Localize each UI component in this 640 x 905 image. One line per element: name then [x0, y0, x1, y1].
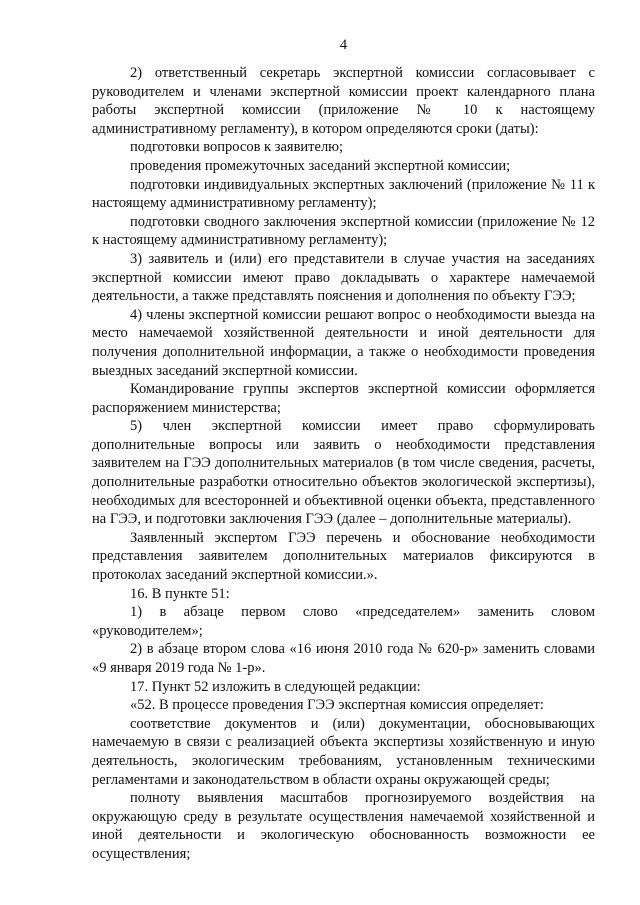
paragraph-item-5: 5) член экспертной комиссии имеет право сформулировать дополнительные вопросы или заявить о необходимости представления заявителем на ГЭЭ дополнительных материалов (в том числе сведения, расчеты, дополнительные разработки относительно объектов экологической экспертизы), необходимых для всесторонней и объективной оценки объекта, представленного на ГЭЭ, и подготовки заключения ГЭЭ (далее – дополнительные материалы). — [92, 418, 595, 528]
paragraph-expert-list: Заявленный экспертом ГЭЭ перечень и обоснование необходимости представления заявителем дополнительных материалов фиксируются в протоколах заседаний экспертной комиссии.». — [92, 529, 595, 584]
document-body — [92, 64, 595, 864]
paragraph-point-16: 16. В пункте 51: — [130, 585, 230, 602]
paragraph-completeness: полноту выявления масштабов прогнозируемого воздействия на окружающую среду в результате осуществления намечаемой хозяйственной и иной деятельности и экологическую обоснованность возможности ее осуществления; — [92, 790, 595, 862]
page-number: 4 — [339, 37, 348, 53]
paragraph-point-52: «52. В процессе проведения ГЭЭ экспертная комиссия определяет: — [130, 697, 544, 714]
paragraph-point-17: 17. Пункт 52 изложить в следующей редакции: — [130, 678, 421, 695]
paragraph-deadline-questions: подготовки вопросов к заявителю; — [130, 139, 344, 156]
paragraph-item-2: 2) ответственный секретарь экспертной комиссии согласовывает с руководителем и членами экспертной комиссии проект календарного плана работы экспертной комиссии (приложение № 10 к настоящему административному регламенту), в котором определяются сроки (даты): — [92, 65, 595, 137]
paragraph-item-3: 3) заявитель и (или) его представители в случае участия на заседаниях экспертной комиссии имеют право докладывать о характере намечаемой деятельности, а также представлять пояснения и дополнения по объекту ГЭЭ; — [92, 250, 595, 305]
paragraph-deadline-meetings: проведения промежуточных заседаний экспертной комиссии; — [130, 157, 511, 174]
paragraph-deadline-individual-conclusions: подготовки индивидуальных экспертных заключений (приложение № 11 к настоящему административному регламенту); — [92, 176, 595, 212]
paragraph-item-4: 4) члены экспертной комиссии решают вопрос о необходимости выезда на место намечаемой хозяйственной деятельности и иной деятельности для получения дополнительной информации, а также о необходимости проведения выездных заседаний экспертной комиссии. — [92, 306, 595, 379]
paragraph-point-16-1: 1) в абзаце первом слово «председателем» заменить словом «руководителем»; — [92, 604, 595, 639]
paragraph-point-16-2: 2) в абзаце втором слова «16 июня 2010 года № 620-р» заменить словами «9 января 2019 года № 1-р». — [92, 641, 595, 676]
paragraph-deadline-summary-conclusion: подготовки сводного заключения экспертной комиссии (приложение № 12 к настоящему административному регламенту); — [92, 213, 595, 249]
paragraph-compliance: соответствие документов и (или) документации, обосновывающих намечаемую в связи с реализацией объекта экспертизы хозяйственную и иную деятельность, экологическим требованиям, установленным техническими регламентами и законодательством в области охраны окружающей среды; — [92, 715, 595, 788]
paragraph-secondment: Командирование группы экспертов экспертной комиссии оформляется распоряжением министерства; — [92, 381, 595, 416]
